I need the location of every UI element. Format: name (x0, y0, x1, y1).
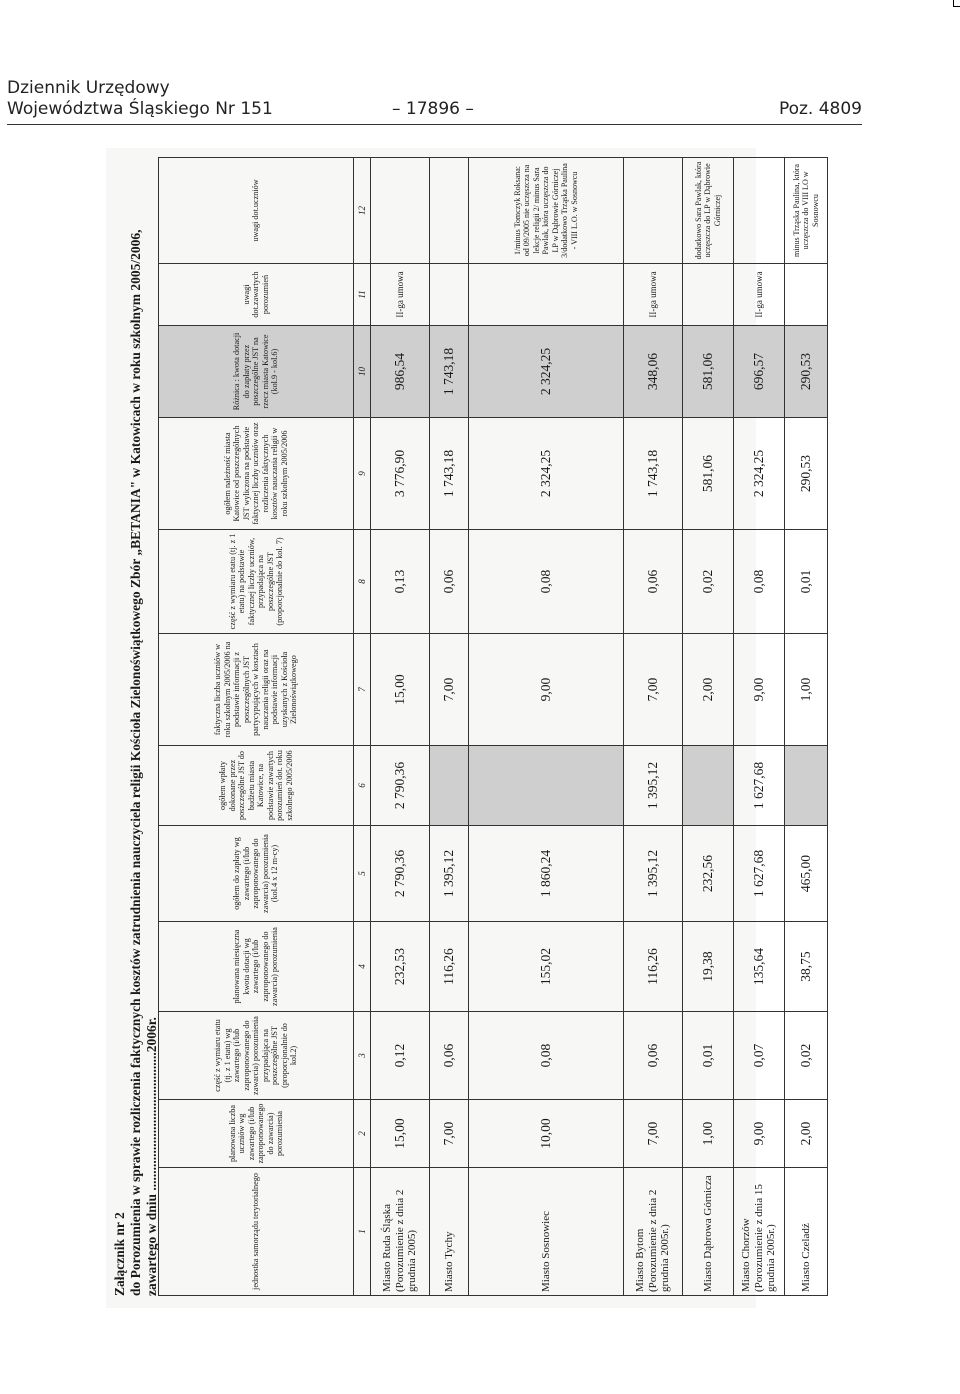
table-cell: 0,06 (430, 1012, 469, 1100)
column-header: uwagi dot.uczniów (159, 158, 354, 264)
table-cell: 7,00 (624, 634, 683, 746)
table-cell (785, 746, 828, 826)
table-cell: 1 627,68 (734, 826, 785, 922)
table-cell: 2 324,25 (734, 418, 785, 530)
settlement-table (158, 157, 828, 1296)
table-cell: 465,00 (785, 826, 828, 922)
table-cell: 7,00 (624, 1100, 683, 1168)
municipality-name: Miasto Chorzów (Porozumienie z dnia 15 grudnia 2005r.) (734, 1168, 785, 1296)
table-cell: 0,06 (624, 530, 683, 634)
journal-name: Dziennik Urzędowy (7, 78, 170, 98)
table-cell: 10,00 (469, 1100, 624, 1168)
table-cell: 155,02 (469, 922, 624, 1012)
agreement-note: II-ga umowa (624, 264, 683, 326)
agreement-note (469, 264, 624, 326)
student-remark (371, 158, 430, 264)
column-number-row (354, 158, 371, 1296)
municipality-name: Miasto Sosnowiec (469, 1168, 624, 1296)
column-number: 12 (354, 158, 371, 264)
column-header: część z wymiaru etatu (tj. z 1 etatu) wg zawartego (i/lub zaproponowanego do zawarcia) porozumienia przypadająca na poszczególne JST (proporcjonalnie do kol.2) (159, 1012, 354, 1100)
student-remark: minus Trząska Paulina, która uczęszcza do VIII LO w Sosnowcu (785, 158, 828, 264)
table-row (734, 158, 785, 1296)
table-cell: 696,57 (734, 326, 785, 418)
column-number: 9 (354, 418, 371, 530)
column-header: część z wymiaru etatu (tj. z 1 etatu) na podstawie faktycznej liczby uczniów, przypadająca na poszczególne JST (proporcjonalnie do kol. 7) (159, 530, 354, 634)
table-cell: 0,08 (734, 530, 785, 634)
column-number: 2 (354, 1100, 371, 1168)
agreement-date-line: zawartego w dniu .........................................2006r. (144, 1017, 159, 1296)
corner-mark (953, 0, 960, 7)
table-cell: 0,08 (469, 530, 624, 634)
column-header: jednostka samorządu terytorialnego (159, 1168, 354, 1296)
column-number: 6 (354, 746, 371, 826)
table-cell: 0,12 (371, 1012, 430, 1100)
student-remark (734, 158, 785, 264)
table-cell: 0,01 (785, 530, 828, 634)
table-cell: 7,00 (430, 1100, 469, 1168)
column-number: 11 (354, 264, 371, 326)
table-cell: 0,02 (785, 1012, 828, 1100)
agreement-subject: do Porozumienia w sprawie rozliczenia faktycznych kosztów zatrudnienia nauczyciela religii Kościoła Zielonoświątkowego Zbór „BETANIA" w Katowicach w roku szkolnym 2005/2006, (128, 229, 143, 1296)
table-cell: 0,06 (624, 1012, 683, 1100)
table-cell: 2,00 (785, 1100, 828, 1168)
column-number: 4 (354, 922, 371, 1012)
table-cell: 2 324,25 (469, 418, 624, 530)
table-cell: 1,00 (785, 634, 828, 746)
table-cell: 290,53 (785, 326, 828, 418)
table-cell: 1 627,68 (734, 746, 785, 826)
table-cell: 581,06 (683, 418, 734, 530)
page-header (0, 0, 960, 130)
table-cell: 1 743,18 (430, 326, 469, 418)
column-header: ogółem do zapłaty wg zawartego (i/lub zaproponowanego do zawarcia) porozumienia (kol.4 x 12 m-cy) (159, 826, 354, 922)
municipality-name: Miasto Ruda Śląska (Porozumienie z dnia 2 grudnia 2005) (371, 1168, 430, 1296)
table-cell (430, 746, 469, 826)
column-header: ogółem należność miasta Katowice od poszczególnych JST wyliczona na podstawie faktycznej liczby uczniów oraz rozliczenia faktycznych kosztów nauczania religii w roku szkolnym 2005/2006 (159, 418, 354, 530)
table-cell: 0,07 (734, 1012, 785, 1100)
column-header: ogółem wpłaty dokonane przez poszczególne JST do budżetu miasta Katowice, na podstawie zawartych porozumień dot. roku szkolnego 2005/2006 (159, 746, 354, 826)
agreement-note (430, 264, 469, 326)
table-cell: 9,00 (469, 634, 624, 746)
table-cell: 0,06 (430, 530, 469, 634)
table-cell: 9,00 (734, 634, 785, 746)
table-cell: 1 860,24 (469, 826, 624, 922)
table-row (430, 158, 469, 1296)
table-cell: 0,08 (469, 1012, 624, 1100)
table-cell: 1 395,12 (430, 826, 469, 922)
table-cell: 38,75 (785, 922, 828, 1012)
municipality-name: Miasto Tychy (430, 1168, 469, 1296)
table-cell (469, 746, 624, 826)
student-remark (624, 158, 683, 264)
table-header-row (159, 158, 354, 1296)
table-cell: 7,00 (430, 634, 469, 746)
column-header: planowana miesięczna kwota dotacji wg zawartego (i/lub zaproponowanego do zawarcia) porozumienia (159, 922, 354, 1012)
table-cell: 290,53 (785, 418, 828, 530)
table-cell (683, 746, 734, 826)
student-remark: 1/minus Tomczyk Roksana: od 09/2005 nie uczęszcza na lekcje religii 2/ minus Sara Pawlak, która uczęszcza do LP w Dąbrowie Górniczej 3/dodatkowo Trząska Paulina - VIII L.O. w Sosnowcu (469, 158, 624, 264)
municipality-name: Miasto Dąbrowa Górnicza (683, 1168, 734, 1296)
table-row (785, 158, 828, 1296)
table-cell: 1 743,18 (430, 418, 469, 530)
column-number: 10 (354, 326, 371, 418)
agreement-note (785, 264, 828, 326)
attachment-title: Załącznik nr 2 (112, 1212, 127, 1296)
agreement-note: II-ga umowa (371, 264, 430, 326)
table-cell: 0,01 (683, 1012, 734, 1100)
document-titles (112, 156, 160, 1296)
table-cell: 9,00 (734, 1100, 785, 1168)
table-cell: 19,38 (683, 922, 734, 1012)
position-number: Poz. 4809 (778, 99, 862, 119)
table-cell: 1 743,18 (624, 418, 683, 530)
table-cell: 3 776,90 (371, 418, 430, 530)
table-row (371, 158, 430, 1296)
municipality-name: Miasto Czeladź (785, 1168, 828, 1296)
page-number: – 17896 – (392, 99, 474, 119)
table-cell: 0,02 (683, 530, 734, 634)
table-cell: 2,00 (683, 634, 734, 746)
column-number: 8 (354, 530, 371, 634)
municipality-name: Miasto Bytom (Porozumienie z dnia 2 grudnia 2005r.) (624, 1168, 683, 1296)
column-header: faktyczna liczba uczniów w roku szkolnym 2005/2006 na podstawie informacji z poszczególnych JST partycypujących w kosztach nauczania religii oraz na podstawie informacji uzyskanych z Kościoła Zielonoświątkowego (159, 634, 354, 746)
table-row (624, 158, 683, 1296)
student-remark: dodatkowo Sara Pawlak, która uczęszcza do LP w Dąbrowie Górniczej (683, 158, 734, 264)
table-cell: 986,54 (371, 326, 430, 418)
table-cell: 15,00 (371, 634, 430, 746)
rotated-page (106, 148, 820, 1308)
table-cell: 135,64 (734, 922, 785, 1012)
table-row (683, 158, 734, 1296)
column-header: Różnica : kwota dotacji do zapłaty przez poszczególne JST na rzecz miasta Katowice (kol.9 - kol.6) (159, 326, 354, 418)
column-header: planowana liczba uczniów wg zawartego (i/lub zaproponowanego do zawarcia) porozumienia (159, 1100, 354, 1168)
table-row (469, 158, 624, 1296)
table-cell: 581,06 (683, 326, 734, 418)
table-cell: 348,06 (624, 326, 683, 418)
table-cell: 232,53 (371, 922, 430, 1012)
agreement-note: II-ga umowa (734, 264, 785, 326)
table-cell: 1,00 (683, 1100, 734, 1168)
student-remark (430, 158, 469, 264)
table-cell: 116,26 (624, 922, 683, 1012)
journal-issue: Województwa Śląskiego Nr 151 (7, 99, 273, 119)
table-cell: 1 395,12 (624, 826, 683, 922)
scanned-attachment (106, 148, 820, 1308)
table-cell: 2 790,36 (371, 746, 430, 826)
agreement-note (683, 264, 734, 326)
column-header: uwagi dot.zawartych porozumień (159, 264, 354, 326)
table-cell: 232,56 (683, 826, 734, 922)
table-cell: 2 324,25 (469, 326, 624, 418)
column-number: 7 (354, 634, 371, 746)
header-divider (7, 124, 862, 125)
column-number: 3 (354, 1012, 371, 1100)
table-cell: 15,00 (371, 1100, 430, 1168)
table-cell: 0,13 (371, 530, 430, 634)
column-number: 1 (354, 1168, 371, 1296)
table-cell: 116,26 (430, 922, 469, 1012)
column-number: 5 (354, 826, 371, 922)
table-cell: 1 395,12 (624, 746, 683, 826)
table-cell: 2 790,36 (371, 826, 430, 922)
